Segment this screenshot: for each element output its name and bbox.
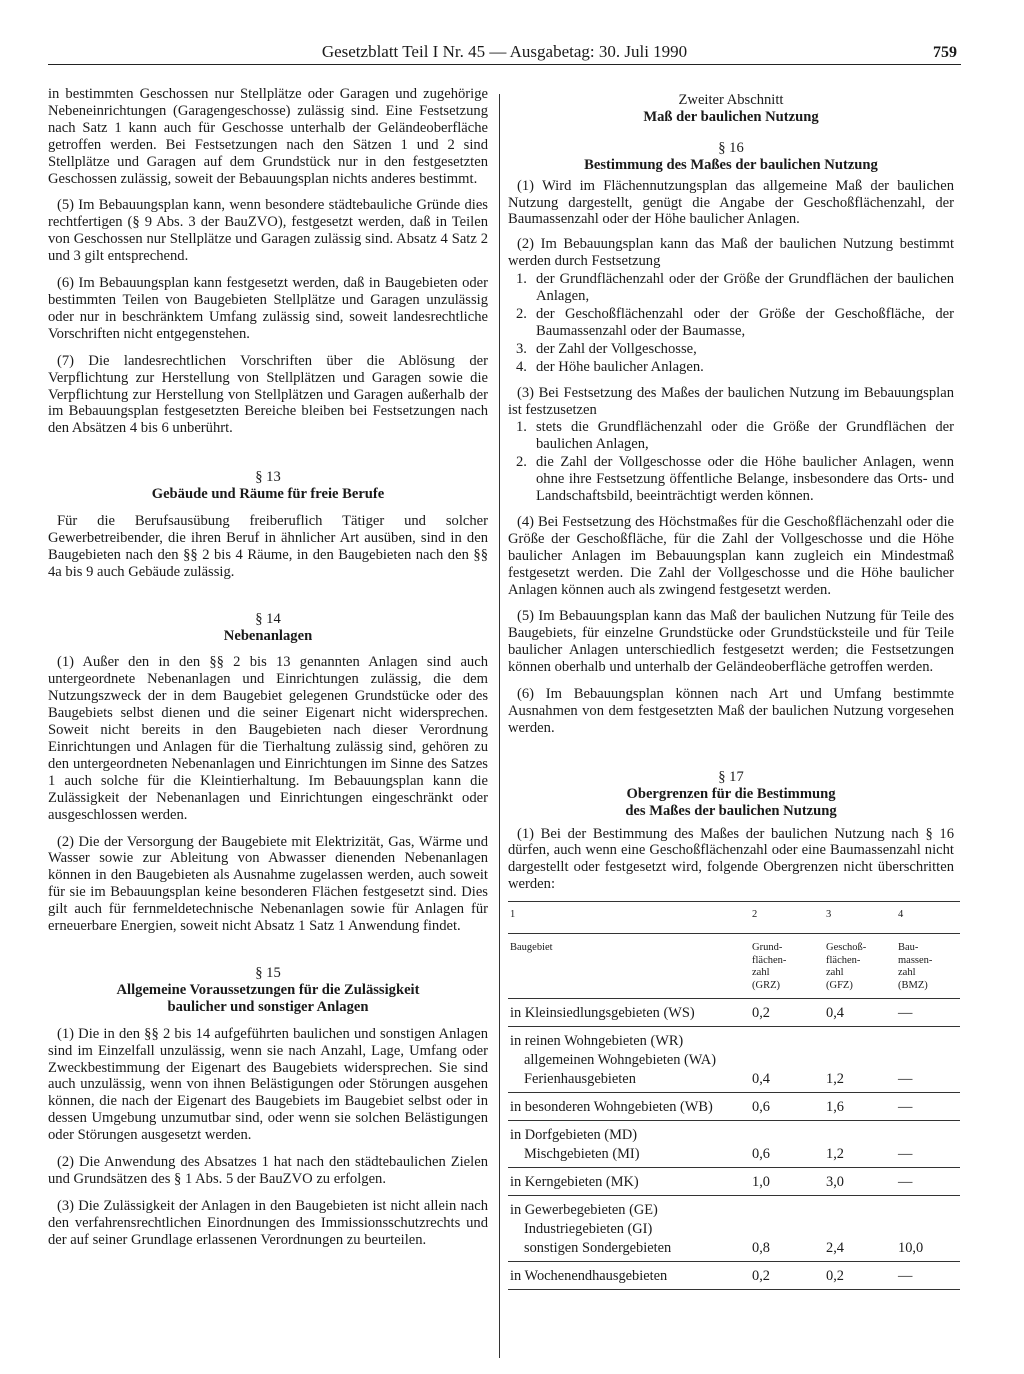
section-15-paragraph-3: (3) Die Zulässigkeit der Anlagen in den Baugebieten ist nicht allein nach den verfahrensrechtlichen Einordnungen des Immissionsschutzrechts und der auf seiner Grundlage erlassenen Verordnungen zu beurteilen. bbox=[48, 1197, 488, 1248]
table-column-numbers: 1 2 3 4 bbox=[508, 902, 960, 934]
section-15-title-line-1: Allgemeine Voraussetzungen für die Zulässigkeit bbox=[116, 981, 420, 998]
section-17-paragraph-1: (1) Bei der Bestimmung des Maßes der baulichen Nutzung nach § 16 dürfen, auch wenn eine Geschoßflächenzahl oder eine Baumassenzahl nicht dargestellt oder festgesetzt wird, folgende Obergrenzen nicht überschritten werden: bbox=[508, 825, 954, 893]
section-14-title: Nebenanlagen bbox=[223, 627, 313, 644]
table-row: in Gewerbegebieten (GE) Industriegebieten (GI) sonstigen Sondergebieten 0,8 2,4 10,0 bbox=[508, 1196, 960, 1262]
table-row: in reinen Wohngebieten (WR) allgemeinen Wohngebieten (WA) Ferienhausgebieten 0,4 1,2 — bbox=[508, 1027, 960, 1093]
chapter-title: Zweiter Abschnitt bbox=[678, 92, 784, 108]
table-row: in Wochenendhausgebieten 0,2 0,2 — bbox=[508, 1262, 960, 1290]
section-15-paragraph-2: (2) Die Anwendung des Absatzes 1 hat nach den städtebaulichen Zielen und Grundsätzen des § 1 Abs. 5 der BauZVO zu erfolgen. bbox=[48, 1154, 488, 1187]
page-header bbox=[48, 38, 961, 65]
section-16-paragraph-3: (3) Bei Festsetzung des Maßes der baulichen Nutzung im Bebauungsplan ist festzusetzen bbox=[508, 384, 954, 418]
gazette-title: Gesetzblatt Teil I Nr. 45 — Ausgabetag: 30. Juli 1990 bbox=[321, 42, 688, 61]
section-16-list-2 bbox=[508, 271, 954, 375]
section-13-text: Für die Berufsausübung freiberuflich Tätiger und solcher Gewerbetreibender, die ihren Beruf in ähnlicher Art ausüben, sind in den Baugebieten nach den §§ 2 bis 4 Räume, in den Baugebieten nach den §§ 4a bis 9 auch Gebäude zulässig. bbox=[48, 513, 488, 580]
table-row: in besonderen Wohngebieten (WB) 0,6 1,6 — bbox=[508, 1093, 960, 1121]
section-13-title: Gebäude und Räume für freie Berufe bbox=[151, 486, 385, 503]
section-16-paragraph-2: (2) Im Bebauungsplan kann das Maß der baulichen Nutzung bestimmt werden durch Festsetzung bbox=[508, 236, 954, 270]
paragraph-4-continuation: in bestimmten Geschossen nur Stellplätze oder Garagen und zugehörige Nebeneinrichtungen (Garagengeschosse) zulässig sind. Eine Festsetzung nach Satz 1 kann auch für Geschosse unterhalb der Geländeoberfläche getroffen werden. Bei Festsetzungen nach den Sätzen 1 und 2 sind Stellplätze und Garagen auf dem Grundstück nur in den festgesetzten Geschossen zulässig, soweit der Bebauungsplan nichts anderes bestimmt. bbox=[48, 86, 488, 187]
section-16-paragraph-5: (5) Im Bebauungsplan kann das Maß der baulichen Nutzung für Teile des Baugebiets, für einzelne Grundstücke oder Grundstücksteile und für Teile baulicher Anlagen unterschiedlich festgesetzt werden; die Festsetzungen können oberhalb und unterhalb der Geländeoberfläche getroffen werden. bbox=[508, 608, 954, 676]
table-row: in Kerngebieten (MK) 1,0 3,0 — bbox=[508, 1168, 960, 1196]
table-header bbox=[508, 934, 960, 999]
table-row: in Kleinsiedlungsgebieten (WS) 0,2 0,4 — bbox=[508, 999, 960, 1027]
section-17-number: § 17 bbox=[718, 768, 744, 785]
density-limits-table bbox=[508, 901, 960, 1290]
column-divider bbox=[499, 94, 500, 1358]
section-16-paragraph-4: (4) Bei Festsetzung des Höchstmaßes für die Geschoßflächenzahl oder die Größe der Geschoßfläche, für die Zahl der Vollgeschosse und die Höhe baulicher Anlagen im Bebauungsplan kann zugleich ein Mindestmaß festgesetzt werden. Die Zahl der Vollgeschosse und die Höhe baulicher Anlagen können auch als zwingend festgesetzt werden. bbox=[508, 513, 954, 598]
section-14-paragraph-1: (1) Außer den in den §§ 2 bis 13 genannten Anlagen sind auch untergeordnete Nebenanlagen und Einrichtungen zulässig, die dem Nutzungszweck der in dem Baugebiet gelegenen Grundstücke oder des Baugebiets selbst dienen und die seiner Eigenart nicht widersprechen. Soweit nicht bereits in den Baugebieten nach dieser Verordnung Einrichtungen und Anlagen für die Tierhaltung zulässig sind, gehören zu den untergeordneten Nebenanlagen und Einrichtungen im Sinne des Satzes 1 auch solche für die Kleintierhaltung. Im Bebauungsplan kann die Zulässigkeit der Nebenanlagen und Einrichtungen eingeschränkt oder ausgeschlossen werden. bbox=[48, 654, 488, 823]
list-item: 4. der Höhe baulicher Anlagen. bbox=[516, 358, 704, 375]
section-16-title: Bestimmung des Maßes der baulichen Nutzung bbox=[584, 156, 878, 173]
page-number: 759 bbox=[933, 44, 957, 61]
list-item: 2. die Zahl der Vollgeschosse oder die Höhe baulicher Anlagen, wenn ohne ihre Festsetzung öffentliche Belange, insbesondere das Orts- und Landschaftsbild, beeinträchtigt werden können. bbox=[516, 454, 954, 505]
section-15-number: § 15 bbox=[255, 964, 281, 981]
list-item: 1. stets die Grundflächenzahl oder die Größe der Grundflächen der baulichen Anlagen, bbox=[516, 419, 954, 453]
section-17-title-line-2: des Maßes der baulichen Nutzung bbox=[625, 802, 837, 819]
paragraph-7: (7) Die landesrechtlichen Vorschriften über die Ablösung der Verpflichtung zur Herstellung von Stellplätzen und Garagen sowie die Verpflichtung zur Herstellung von Stellplätzen und Garagen außerhalb der im Bebauungsplan festgesetzten Bereiche bleiben bei Festsetzungen nach den Absätzen 4 bis 6 unberührt. bbox=[48, 352, 488, 437]
list-item: 1. der Grundflächenzahl oder der Größe der Grundflächen der baulichen Anlagen, bbox=[516, 271, 954, 305]
header-baugebiet: Baugebiet bbox=[508, 934, 750, 999]
list-item: 2. der Geschoßflächenzahl oder der Größe der Geschoßfläche, der Baumassenzahl oder der Baumasse, bbox=[516, 305, 954, 339]
paragraph-6: (6) Im Bebauungsplan kann festgesetzt werden, daß in Baugebieten oder bestimmten Teilen von Baugebieten Stellplätze und Garagen unzulässig oder nur in beschränktem Umfang zulässig sind, soweit landesrechtliche Vorschriften nicht entgegenstehen. bbox=[48, 275, 488, 342]
table-row: in Dorfgebieten (MD) Mischgebieten (MI) 0,6 1,2 — bbox=[508, 1121, 960, 1168]
chapter-subtitle: Maß der baulichen Nutzung bbox=[643, 108, 819, 125]
right-column bbox=[508, 92, 954, 1290]
header-bmz: Bau- massen- zahl (BMZ) bbox=[896, 934, 960, 999]
list-item: 3. der Zahl der Vollgeschosse, bbox=[516, 340, 697, 357]
section-16-list-3 bbox=[508, 419, 954, 505]
section-15-paragraph-1: (1) Die in den §§ 2 bis 14 aufgeführten baulichen und sonstigen Anlagen sind im Einzelfall unzulässig, wenn sie nach Anzahl, Lage, Umfang oder Zweckbestimmung der Eigenart des Baugebiets widersprechen. Sie sind auch unzulässig, wenn von ihnen Belästigungen oder Störungen ausgehen können, die nach der Eigenart des Baugebiets im Baugebiet selbst oder in dessen Umgebung unzumutbar sind, oder wenn sie solchen Belästigungen oder Störungen ausgesetzt werden. bbox=[48, 1025, 488, 1144]
section-16-number: § 16 bbox=[718, 139, 744, 156]
section-14-paragraph-2: (2) Die der Versorgung der Baugebiete mit Elektrizität, Gas, Wärme und Wasser sowie zur Ableitung von Abwasser dienenden Nebenanlagen können in den Baugebieten als Ausnahme zugelassen werden, auch soweit für sie im Bebauungsplan keine besonderen Flächen festgesetzt sind. Dies gilt auch für fernmeldetechnische Nebenanlagen sowie für Anlagen für erneuerbare Energien, soweit nicht Absatz 1 Satz 1 Anwendung findet. bbox=[48, 833, 488, 935]
section-16-paragraph-6: (6) Im Bebauungsplan können nach Art und Umfang bestimmte Ausnahmen von dem festgesetzten Maß der baulichen Nutzung vorgesehen werden. bbox=[508, 686, 954, 736]
header-gfz: Geschoß- flächen- zahl (GFZ) bbox=[824, 934, 896, 999]
header-grz: Grund- flächen- zahl (GRZ) bbox=[750, 934, 824, 999]
paragraph-5: (5) Im Bebauungsplan kann, wenn besondere städtebauliche Gründe dies rechtfertigen (§ 9 Abs. 3 der BauZVO), festgesetzt werden, daß in Teilen von Geschossen nur Stellplätze und Garagen zulässig sind. Absatz 4 Satz 2 und 3 gilt entsprechend. bbox=[48, 197, 488, 265]
section-14-number: § 14 bbox=[255, 610, 281, 627]
section-16-paragraph-1: (1) Wird im Flächennutzungsplan das allgemeine Maß der baulichen Nutzung dargestellt, genügt die Angabe der Geschoßflächenzahl, der Baumassenzahl oder der Höhe baulicher Anlagen. bbox=[508, 177, 954, 228]
section-17-title-line-1: Obergrenzen für die Bestimmung bbox=[626, 785, 836, 802]
left-column bbox=[48, 86, 488, 1249]
section-13-number: § 13 bbox=[255, 469, 281, 486]
section-15-title-line-2: baulicher und sonstiger Anlagen bbox=[167, 998, 369, 1015]
